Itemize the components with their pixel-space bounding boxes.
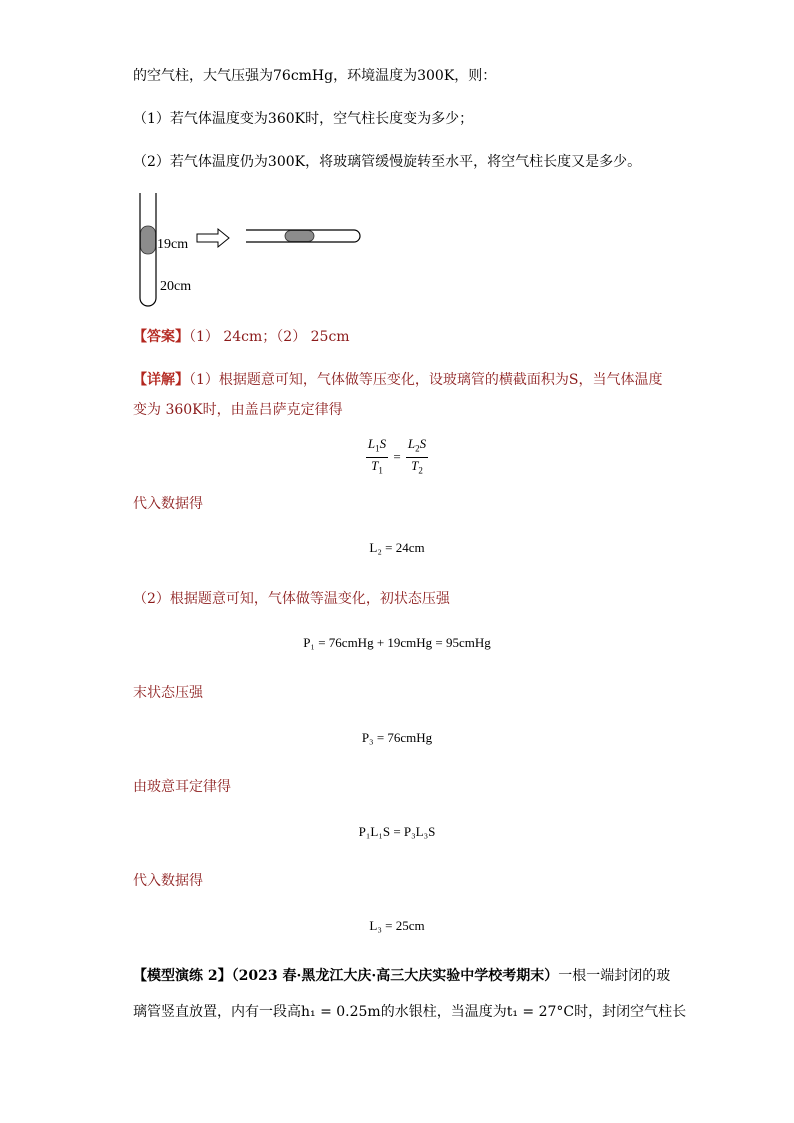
detail-line-2: 变为 360K时，由盖吕萨克定律得 <box>133 402 343 418</box>
practice-line-1 <box>133 966 670 986</box>
mercury-length-label: 19cm <box>157 237 189 252</box>
detail-tag: 【详解】 <box>133 372 189 388</box>
mercury-column-vertical <box>141 226 156 254</box>
answer-tag: 【答案】 <box>133 329 189 345</box>
detail-line-1 <box>133 370 663 390</box>
mercury-column-horizontal <box>285 231 314 242</box>
question-1: （1）若气体温度变为360K时，空气柱长度变为多少； <box>133 111 474 127</box>
result-2: L₃ = 25cm <box>369 918 425 933</box>
gay-lussac-formula: $\frac{L_1S}{T_1}$ = $\frac{L_2S}{T_2}$ <box>367 436 427 476</box>
result-1: L₂ = 24cm <box>369 540 425 555</box>
boyle-law-label: 由玻意耳定律得 <box>133 779 231 795</box>
final-pressure-formula: P₃ = 76cmHg <box>361 730 433 745</box>
arrow-right-icon <box>197 229 229 247</box>
initial-pressure-formula: P₁ = 76cmHg + 19cmHg = 95cmHg <box>303 635 491 650</box>
detail-part-2: （2）根据题意可知，气体做等温变化，初状态压强 <box>133 591 450 607</box>
boyle-formula: P₁L₁S = P₃L₃S <box>358 824 436 839</box>
detail-text-1: （1）根据题意可知，气体做等压变化，设玻璃管的横截面积为S，当气体温度 <box>189 372 663 388</box>
practice-line-2: 璃管竖直放置，内有一段高h₁ = 0.25m的水银柱，当温度为t₁ = 27°C时，封闭空气柱长 <box>133 1004 687 1020</box>
end-state-label: 末状态压强 <box>133 685 203 701</box>
tube-diagram <box>130 188 370 308</box>
substitute-label-1: 代入数据得 <box>133 496 203 512</box>
intro-line-1: 的空气柱，大气压强为76cmHg，环境温度为300K，则： <box>133 68 497 84</box>
practice-source: （2023 春·黑龙江大庆·高三大庆实验中学校考期末） <box>231 968 559 984</box>
substitute-label-2: 代入数据得 <box>133 873 203 889</box>
air-length-label: 20cm <box>160 279 192 294</box>
answer-text: （1） 24cm；（2） 25cm <box>189 329 350 345</box>
practice-tag: 【模型演练 2】 <box>133 968 232 984</box>
answer-line <box>133 327 350 347</box>
practice-text-1: 一根一端封闭的玻 <box>558 968 671 984</box>
question-2: （2）若气体温度仍为300K，将玻璃管缓慢旋转至水平，将空气柱长度又是多少。 <box>133 154 642 170</box>
